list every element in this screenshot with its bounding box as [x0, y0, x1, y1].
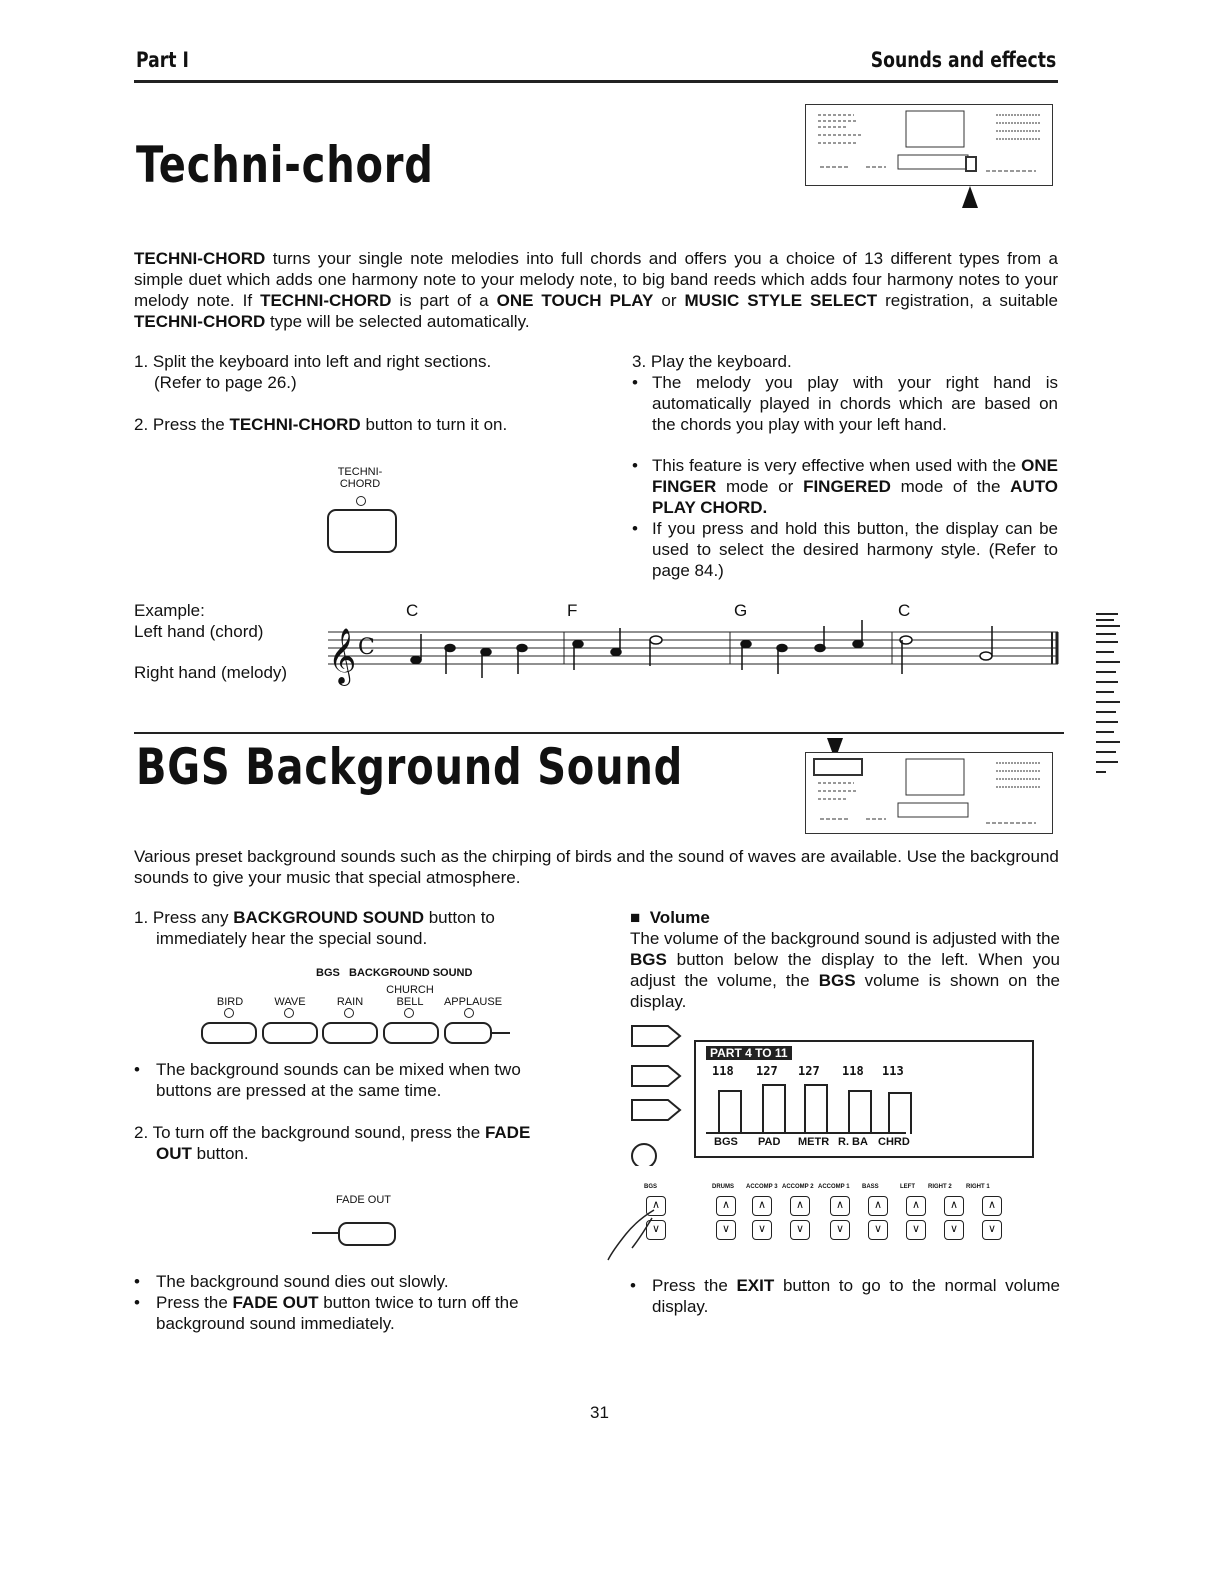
left-up-button[interactable]: ∧ — [906, 1196, 926, 1216]
square-bullet-icon: ■ — [630, 908, 641, 927]
applause-button[interactable] — [444, 1022, 492, 1044]
chord-c2: C — [898, 601, 911, 620]
header-part: Part I — [136, 48, 189, 72]
example-label: Example: — [134, 601, 205, 620]
volume-bar-bgs — [718, 1090, 742, 1134]
rain-label: RAIN — [336, 996, 364, 1008]
techni-bullet3: • If you press and hold this button, the display can be used to select the desired harmony style. (Refer to page 84.) — [632, 519, 1058, 580]
right1-up-button[interactable]: ∧ — [982, 1196, 1002, 1216]
right-hand-label: Right hand (melody) — [134, 663, 288, 682]
techni-chord-label: TECHNI- CHORD — [337, 466, 383, 490]
techni-step1: 1. Split the keyboard into left and right sections. (Refer to page 26.) — [134, 352, 492, 392]
keyboard-panel-thumbnail — [805, 104, 1053, 186]
header-section: Sounds and effects — [870, 48, 1056, 72]
bgs-press-fade-bullet: • Press the FADE OUT button twice to turn off the background sound immediately. — [134, 1293, 519, 1333]
drums-down-button[interactable]: ∨ — [716, 1220, 736, 1240]
accomp2-up-button[interactable]: ∧ — [790, 1196, 810, 1216]
bird-led — [224, 1008, 234, 1018]
bgs-up-button[interactable]: ∧ — [646, 1196, 666, 1216]
bird-button[interactable] — [201, 1022, 257, 1044]
right1-down-button[interactable]: ∨ — [982, 1220, 1002, 1240]
wave-label: WAVE — [274, 996, 306, 1008]
accomp3-up-button[interactable]: ∧ — [752, 1196, 772, 1216]
volume-heading: ■ Volume — [630, 908, 710, 927]
slider-labels: BGS DRUMS ACCOMP 3 ACCOMP 2 ACCOMP 1 BASS LEFT RIGHT 2 RIGHT 1 — [644, 1184, 990, 1190]
volume-bar-pad — [762, 1084, 786, 1134]
bgs-intro: Various preset background sounds such as the chirping of birds and the sound of waves are available. Use the background sounds to give your music that special atmosphere. — [134, 847, 1059, 887]
drums-up-button[interactable]: ∧ — [716, 1196, 736, 1216]
techni-bullet1: • The melody you play with your right hand is automatically played in chords which are based on the chords you play with your left hand. — [632, 373, 1058, 434]
right2-down-button[interactable]: ∨ — [944, 1220, 964, 1240]
rain-button[interactable] — [322, 1022, 378, 1044]
bgs-mix-bullet: • The background sounds can be mixed when two buttons are pressed at the same time. — [134, 1060, 521, 1100]
section-divider — [134, 732, 1064, 734]
header-rule — [134, 80, 1058, 83]
wave-led — [284, 1008, 294, 1018]
exit-bullet: • Press the EXIT button to go to the normal volume display. — [630, 1276, 1060, 1316]
bass-up-button[interactable]: ∧ — [868, 1196, 888, 1216]
display-header: PART 4 TO 11 — [706, 1046, 792, 1060]
church-bell-led — [404, 1008, 414, 1018]
panel-diagram-2-icon — [806, 753, 1052, 833]
wave-button[interactable] — [262, 1022, 318, 1044]
techni-bullet2: • This feature is very effective when used with the ONE FINGER mode or FINGERED mode of the AUTO PLAY CHORD. — [632, 456, 1059, 517]
bass-down-button[interactable]: ∨ — [868, 1220, 888, 1240]
techni-intro: TECHNI-CHORD turns your single note melodies into full chords and offers you a choice of 13 different types from a simple duet which adds one harmony note to your melody note, to big band reeds which adds four harmony notes to your melody note. If TECHNI-CHORD is part of a ONE TOUCH PLAY or MUSIC STYLE SELECT registration, a suitable TECHNI-CHORD type will be selected automatically. — [134, 249, 1059, 331]
techni-step3: 3. Play the keyboard. — [632, 352, 792, 371]
bird-label: BIRD — [216, 996, 244, 1008]
fade-out-label: FADE OUT — [336, 1194, 392, 1206]
treble-clef-icon: 𝄞 — [328, 628, 357, 684]
chord-c1: C — [406, 601, 419, 620]
techni-title: Techni-chord — [136, 136, 434, 194]
volume-text: The volume of the background sound is adjusted with the BGS button below the display to the left. When you adjust the volume, the BGS volume is shown on the display. — [630, 929, 1060, 1011]
rain-led — [344, 1008, 354, 1018]
techni-chord-led — [356, 496, 366, 506]
volume-bar-rba — [848, 1090, 872, 1134]
keyboard-panel-thumbnail-2 — [805, 752, 1053, 834]
fade-out-button[interactable] — [338, 1222, 396, 1246]
chord-f: F — [567, 601, 578, 620]
applause-led — [464, 1008, 474, 1018]
bgs-step2: 2. To turn off the background sound, press the FADE OUT button. — [134, 1123, 531, 1163]
lcd-display: PART 4 TO 11 118 127 127 118 113 BGS PAD METR R. BA CHRD — [694, 1040, 1034, 1158]
side-button-3 — [632, 1100, 680, 1120]
pointing-hand-icon — [604, 1198, 664, 1262]
accomp1-down-button[interactable]: ∨ — [830, 1220, 850, 1240]
accomp3-down-button[interactable]: ∨ — [752, 1220, 772, 1240]
left-hand-label: Left hand (chord) — [134, 622, 264, 641]
page-number: 31 — [590, 1403, 609, 1422]
church-bell-label: CHURCH BELL — [386, 984, 434, 1008]
music-staff — [326, 618, 1062, 688]
fade-out-line — [312, 1232, 338, 1234]
side-button-2 — [632, 1066, 680, 1086]
arrow-up-icon — [961, 186, 979, 210]
church-bell-button[interactable] — [383, 1022, 439, 1044]
techni-step2: 2. Press the TECHNI-CHORD button to turn it on. — [134, 415, 508, 434]
right2-up-button[interactable]: ∧ — [944, 1196, 964, 1216]
accomp2-down-button[interactable]: ∨ — [790, 1220, 810, 1240]
bgs-dies-bullet: • The background sound dies out slowly. — [134, 1272, 449, 1291]
applause-label: APPLAUSE — [443, 996, 503, 1008]
bgs-step1: 1. Press any BACKGROUND SOUND button to immediately hear the special sound. — [134, 908, 495, 948]
panel-diagram-icon — [806, 105, 1052, 185]
side-button-1 — [632, 1026, 680, 1046]
accomp1-up-button[interactable]: ∧ — [830, 1196, 850, 1216]
chord-g: G — [734, 601, 748, 620]
volume-bar-metr — [804, 1084, 828, 1134]
bgs-title: BGS Background Sound — [136, 738, 684, 796]
bgs-panel-title: BGS BACKGROUND SOUND — [316, 967, 473, 979]
side-dial — [632, 1144, 656, 1166]
left-down-button[interactable]: ∨ — [906, 1220, 926, 1240]
bgs-down-button[interactable]: ∨ — [646, 1220, 666, 1240]
applause-line — [492, 1032, 510, 1034]
display-side-buttons — [628, 1022, 686, 1166]
svg-text:C: C — [358, 635, 375, 660]
techni-chord-button[interactable] — [327, 509, 397, 553]
margin-marks — [1094, 610, 1128, 776]
volume-bar-chrd — [888, 1092, 912, 1134]
